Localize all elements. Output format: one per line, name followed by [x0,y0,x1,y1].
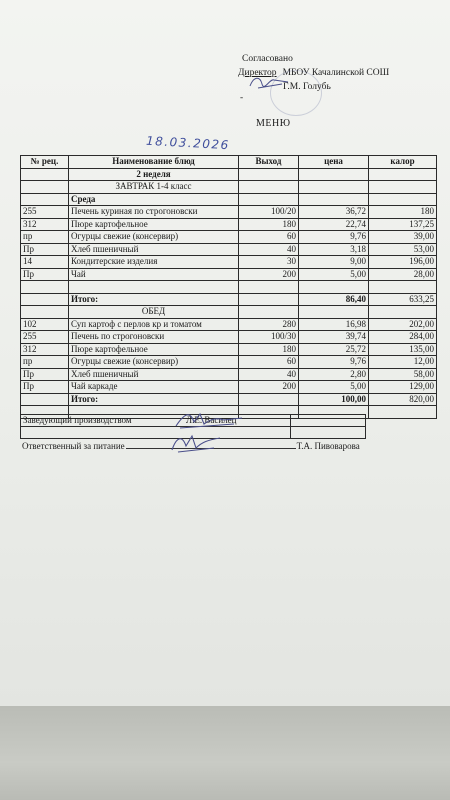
approval-school: МБОУ Качалинской СОШ [282,68,390,78]
table-row: 312 Пюре картофельное 180 22,74 137,25 [21,218,437,231]
responsible-name: Т.А. Пивоварова [296,441,360,451]
production-head-name: Л.Е. Василец [186,415,237,425]
breakfast-title: ЗАВТРАК 1-4 класс [69,181,239,194]
header-code: № рец. [21,156,69,169]
menu-table [20,155,437,419]
menu-title: МЕНЮ [256,118,291,129]
header-kcal: калор [369,156,437,169]
table-row: пр Огурцы свежие (консервир) 60 9,76 12,00 [21,356,437,369]
table-row: 255 Печень по строгоновски 100/30 39,74 284,00 [21,331,437,344]
handwritten-date: 18.03.2026 [145,133,231,153]
lunch-total-row [21,393,437,406]
table-row: Пр Чай каркаде 200 5,00 129,00 [21,381,437,394]
breakfast-total-row [21,293,437,306]
breakfast-total-label: Итого: [69,293,239,306]
table-row: пр Огурцы свежие (консервир) 60 9,76 39,00 [21,231,437,244]
table-row: 312 Пюре картофельное 180 25,72 135,00 [21,343,437,356]
header-name: Наименование блюд [69,156,239,169]
header-output: Выход [239,156,299,169]
approval-director-name: Г.М. Голубь [283,82,331,92]
responsible-label: Ответственный за питание [22,441,125,451]
lunch-total-kcal: 820,00 [369,393,437,406]
table-row: Пр Хлеб пшеничный 40 2,80 58,00 [21,368,437,381]
approval-director-label: Директор [238,68,277,78]
header-row [21,156,437,169]
breakfast-total-price: 86,40 [299,293,369,306]
lunch-total-label: Итого: [69,393,239,406]
director-signature [248,74,290,90]
production-head-label: Заведующий производством [23,415,132,425]
background-surface [0,706,450,800]
approval-dash: - [240,93,244,103]
header-price: цена [299,156,369,169]
table-row: 14 Кондитерские изделия 30 9,00 196,00 [21,256,437,269]
responsible-signature [168,430,224,456]
breakfast-total-kcal: 633,25 [369,293,437,306]
approval-agreed: Согласовано [242,54,293,64]
table-row: 255 Печень куриная по строгоновски 100/20 36,72 180 [21,206,437,219]
day-label: Среда [69,193,239,206]
table-row: Пр Чай 200 5,00 28,00 [21,268,437,281]
lunch-total-price: 100,00 [299,393,369,406]
production-head-signature [174,408,244,432]
table-row: Пр Хлеб пшеничный 40 3,18 53,00 [21,243,437,256]
lunch-title: ОБЕД [69,306,239,319]
week-label: 2 неделя [69,168,239,181]
table-row: 102 Суп картоф с перлов кр и томатом 280 16,98 202,00 [21,318,437,331]
